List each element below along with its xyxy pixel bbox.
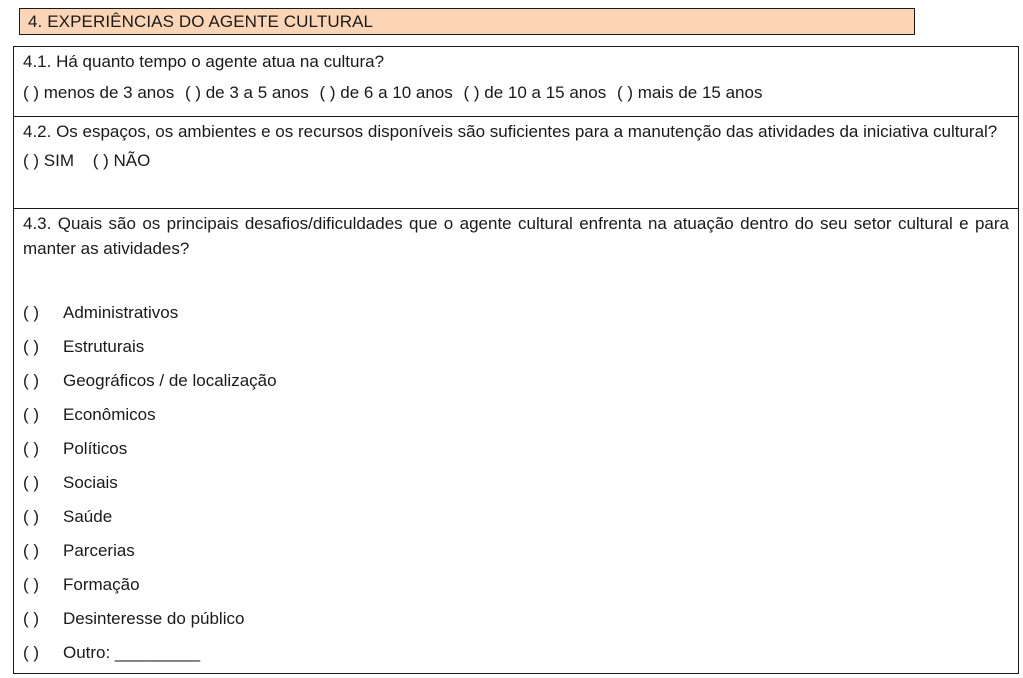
question-4-3 <box>14 209 1018 673</box>
option-economicos[interactable] <box>23 404 277 438</box>
option-sim[interactable]: ( ) SIM <box>23 151 74 170</box>
question-4-3-text: 4.3. Quais são os principais desafios/dificuldades que o agente cultural enfrenta na atuação dentro do seu setor cultural e para manter as atividades? <box>23 214 1009 258</box>
checkbox-mark[interactable]: ( ) <box>23 643 40 662</box>
option-label: Geográficos / de localização <box>63 371 277 390</box>
option-label: Estruturais <box>63 337 145 356</box>
option-desinteresse-do-publico[interactable] <box>23 608 277 642</box>
form-table <box>13 46 1019 674</box>
option-sociais[interactable] <box>23 472 277 506</box>
checkbox-mark[interactable]: ( ) <box>23 575 40 594</box>
option-saude[interactable] <box>23 506 277 540</box>
question-4-1 <box>14 47 1018 117</box>
option-estruturais[interactable] <box>23 336 277 370</box>
question-4-2-options <box>23 150 1009 172</box>
option-parcerias[interactable] <box>23 540 277 574</box>
option-outro[interactable] <box>23 642 277 676</box>
option-label: Desinteresse do público <box>63 609 245 628</box>
option-geograficos[interactable] <box>23 370 277 404</box>
option-label: Políticos <box>63 439 128 458</box>
checkbox-mark[interactable]: ( ) <box>23 609 40 628</box>
checkbox-mark[interactable]: ( ) <box>23 303 40 322</box>
option-administrativos[interactable] <box>23 302 277 336</box>
option-label: Parcerias <box>63 541 135 560</box>
option-label: Sociais <box>63 473 118 492</box>
option-less-than-3-years[interactable]: ( ) menos de 3 anos <box>23 83 175 102</box>
option-label: Econômicos <box>63 405 156 424</box>
question-4-2 <box>14 117 1018 209</box>
option-3-to-5-years[interactable]: ( ) de 3 a 5 anos <box>184 83 309 102</box>
option-6-to-10-years[interactable]: ( ) de 6 a 10 anos <box>319 83 453 102</box>
question-4-3-options <box>23 302 277 676</box>
option-nao[interactable]: ( ) NÃO <box>92 151 151 170</box>
option-label: Formação <box>63 575 140 594</box>
question-4-2-text: 4.2. Os espaços, os ambientes e os recursos disponíveis são suficientes para a manutenção das atividades da iniciativa cultural? <box>23 122 998 141</box>
option-10-to-15-years[interactable]: ( ) de 10 a 15 anos <box>463 83 607 102</box>
checkbox-mark[interactable]: ( ) <box>23 371 40 390</box>
section-title: 4. EXPERIÊNCIAS DO AGENTE CULTURAL <box>19 8 915 35</box>
option-label: Saúde <box>63 507 113 526</box>
option-politicos[interactable] <box>23 438 277 472</box>
checkbox-mark[interactable]: ( ) <box>23 405 40 424</box>
checkbox-mark[interactable]: ( ) <box>23 541 40 560</box>
option-formacao[interactable] <box>23 574 277 608</box>
question-4-1-text: 4.1. Há quanto tempo o agente atua na cultura? <box>23 52 385 71</box>
question-4-1-options <box>23 82 1009 104</box>
option-more-than-15-years[interactable]: ( ) mais de 15 anos <box>616 83 763 102</box>
option-label: Administrativos <box>63 303 179 322</box>
option-label: Outro: _________ <box>63 643 201 662</box>
checkbox-mark[interactable]: ( ) <box>23 337 40 356</box>
checkbox-mark[interactable]: ( ) <box>23 473 40 492</box>
checkbox-mark[interactable]: ( ) <box>23 439 40 458</box>
checkbox-mark[interactable]: ( ) <box>23 507 40 526</box>
